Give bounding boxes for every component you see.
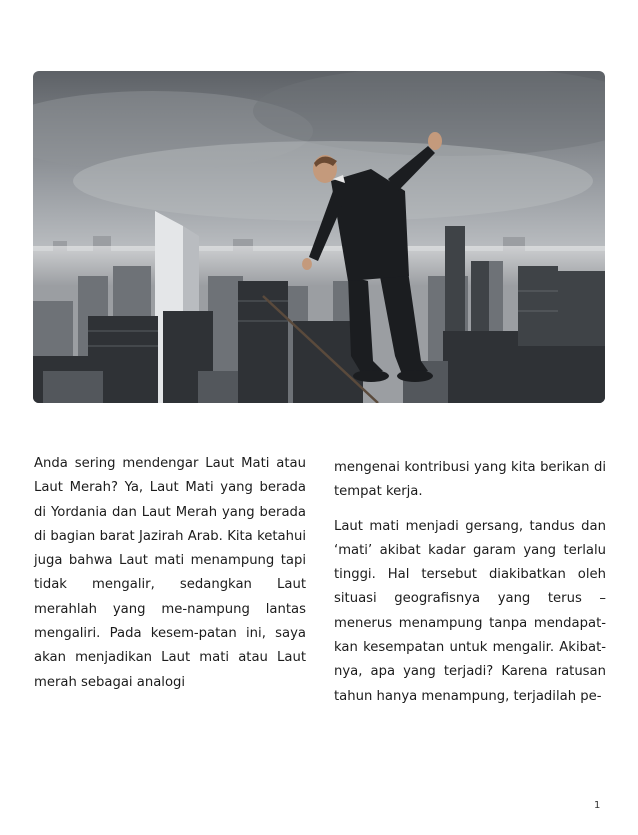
right-text-column — [334, 456, 606, 719]
body-paragraph: Laut mati menjadi gersang, tandus dan ‘mati’ akibat kadar garam yang terlalu tinggi. Hal tersebut diakibatkan oleh situasi geografisnya yang terus – menerus menampung tanpa mendapat-kan kesempatan untuk mengalir. Akibat-nya, apa yang terjadi? Karena ratusan tahun hanya menampung, terjadilah pe- — [334, 518, 606, 704]
page-number: 1 — [594, 800, 601, 811]
tightrope-businessman-photo — [33, 71, 605, 403]
left-text-column — [34, 452, 306, 705]
body-paragraph: mengenai kontribusi yang kita berikan di tempat kerja. — [334, 460, 606, 500]
photo-illustration — [33, 71, 605, 403]
body-paragraph: Anda sering mendengar Laut Mati atau Laut Merah? Ya, Laut Mati yang berada di Yordania dan Laut Merah yang berada di bagian barat Jazirah Arab. Kita ketahui juga bahwa Laut mati menampung tapi tidak mengalir, sedangkan Laut merahlah yang me-nampung lantas mengaliri. Pada kesem-patan ini, saya akan menjadikan Laut mati atau Laut merah sebagai analogi — [34, 456, 306, 690]
